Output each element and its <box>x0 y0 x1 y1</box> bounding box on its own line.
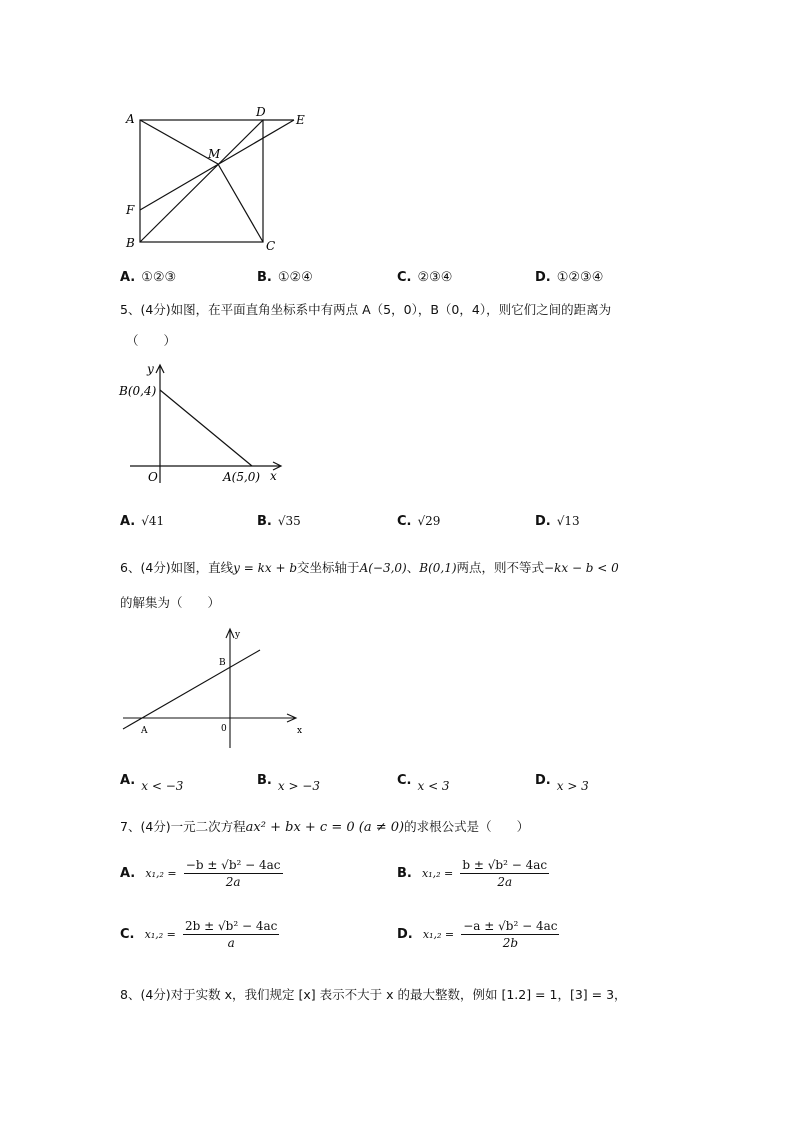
label-m: M <box>208 147 221 161</box>
point-a-label: A <box>141 726 148 736</box>
q4-option-c[interactable]: C. ②③④ <box>397 270 453 285</box>
q5-option-d[interactable]: D. √13 <box>535 514 580 529</box>
axis-y-label: y <box>147 362 154 376</box>
q7-option-c[interactable]: C. x₁,₂ = $\frac{\text{2b ± √b² − 4ac}}{a}$ <box>120 919 278 950</box>
q6-stem-line1: 6、(4分)如图，直线y = kx + b交坐标轴于A(−3,0)、B(0,1)两点，则不等式−kx − b < 0 <box>120 560 619 575</box>
label-e: E <box>296 113 305 127</box>
q5-stem-line2: （ ） <box>126 333 177 348</box>
q7-option-b[interactable]: B. x₁,₂ = $\frac{\text{b ± √b² − 4ac}}{2a}$ <box>397 858 548 889</box>
point-b-label: B <box>219 658 226 668</box>
q5-stem-line1: 5、(4分)如图，在平面直角坐标系中有两点 A（5，0），B（0，4），则它们之间的距离为 <box>120 302 612 317</box>
point-b-label: B(0,4) <box>119 384 157 398</box>
q7-option-d[interactable]: D. x₁,₂ = $\frac{\text{−a ± √b² − 4ac}}{2b}$ <box>397 919 558 950</box>
label-c: C <box>266 239 276 253</box>
axis-y-label: y <box>235 630 241 640</box>
label-f: F <box>126 203 135 217</box>
q6-figure <box>115 625 315 750</box>
q5-option-a[interactable]: A. √41 <box>120 514 165 529</box>
q6-option-b[interactable]: B. x > −3 <box>257 773 320 793</box>
q4-option-d[interactable]: D. ①②③④ <box>535 270 604 285</box>
label-b: B <box>126 236 135 250</box>
label-d: D <box>256 105 266 119</box>
q5-option-b[interactable]: B. √35 <box>257 514 301 529</box>
q4-figure <box>118 100 318 260</box>
axis-x-label: x <box>297 726 303 736</box>
label-a: A <box>126 112 135 126</box>
q6-option-c[interactable]: C. x < 3 <box>397 773 450 793</box>
q6-stem-line2: 的解集为（ ） <box>120 595 221 610</box>
q6-option-d[interactable]: D. x > 3 <box>535 773 589 793</box>
q7-stem: 7、(4分)一元二次方程ax² + bx + c = 0 (a ≠ 0)的求根公式是（ ） <box>120 819 530 835</box>
q4-option-b[interactable]: B. ①②④ <box>257 270 313 285</box>
q8-stem: 8、(4分)对于实数 x，我们规定 [x] 表示不大于 x 的最大整数，例如 [1.2] = 1，[3] = 3， <box>120 987 627 1002</box>
point-a-label: A(5,0) <box>223 470 261 484</box>
q5-figure <box>115 358 295 493</box>
origin-label: O <box>148 470 158 484</box>
q6-option-a[interactable]: A. x < −3 <box>120 773 184 793</box>
q4-option-a[interactable]: A. ①②③ <box>120 270 177 285</box>
q7-option-a[interactable]: A. x₁,₂ = $\frac{\text{−b ± √b² − 4ac}}{2a}$ <box>120 858 281 889</box>
q5-option-c[interactable]: C. √29 <box>397 514 441 529</box>
axis-x-label: x <box>270 469 277 483</box>
origin-label: 0 <box>221 724 227 734</box>
